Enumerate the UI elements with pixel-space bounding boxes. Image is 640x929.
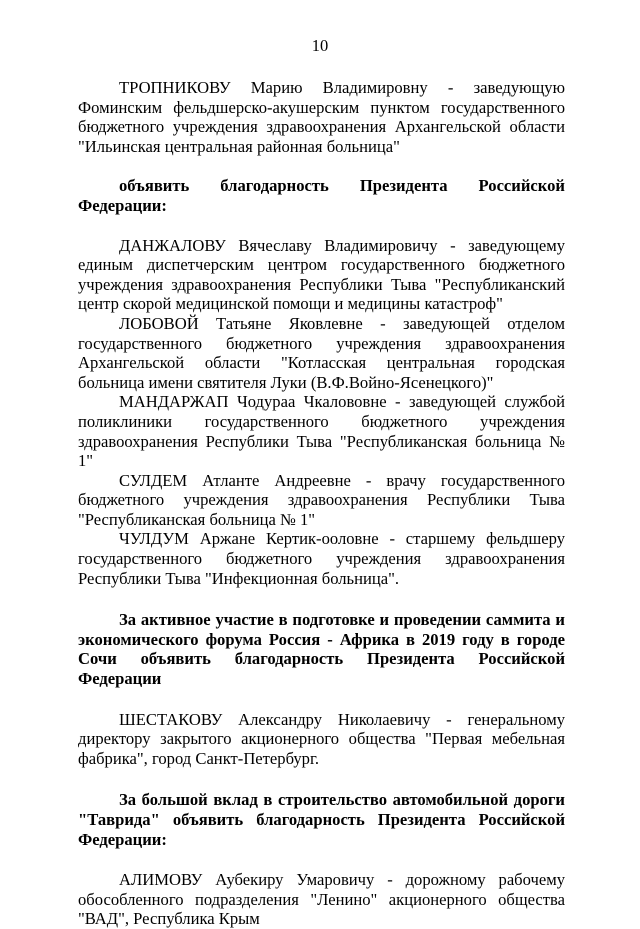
award-entry-mandarzhap: МАНДАРЖАП Чодураа Чкалововне - заведующей службой поликлиники государственного бюджетного учреждения здравоохранения Республики Тыва "Республиканская больница № 1" [78, 392, 565, 471]
award-entry-tropnikova: ТРОПНИКОВУ Марию Владимировну - заведующую Фоминским фельдшерско-акушерским пунктом государственного бюджетного учреждения здравоохранения Архангельской области "Ильинская центральная районная больница" [78, 78, 565, 156]
award-entry-alimov: АЛИМОВУ Аубекиру Умаровичу - дорожному рабочему обособленного подразделения "Ленино" акционерного общества "ВАД", Республика Крым [78, 870, 565, 929]
award-entry-chuldum: ЧУЛДУМ Аржане Кертик-ооловне - старшему фельдшеру государственного бюджетного учреждения здравоохранения Республики Тыва "Инфекционная больница". [78, 529, 565, 588]
award-entry-danzhalov: ДАНЖАЛОВУ Вячеславу Владимировичу - заведующему единым диспетчерским центром государственного бюджетного учреждения здравоохранения Республики Тыва "Республиканский центр скорой медицинской помощи и медицины катастроф" [78, 235, 565, 314]
section-heading-gratitude: объявить благодарность Президента Российской Федерации: [78, 176, 565, 215]
page-number: 10 [311, 36, 329, 55]
award-entry-lobova: ЛОБОВОЙ Татьяне Яковлевне - заведующей отделом государственного бюджетного учреждения здравоохранения Архангельской области "Котласская центральная городская больница имени святителя Луки (В.Ф.Войно-Ясенецкого)" [78, 313, 565, 392]
document-body [78, 78, 565, 929]
section-heading-tavrida: За большой вклад в строительство автомобильной дороги "Таврида" объявить благодарность Президента Российской Федерации: [78, 790, 565, 849]
section-heading-summit: За активное участие в подготовке и проведении саммита и экономического форума Россия - Африка в 2019 году в городе Сочи объявить благодарность Президента Российской Федерации [78, 610, 565, 689]
award-entry-shestakov: ШЕСТАКОВУ Александру Николаевичу - генеральному директору закрытого акционерного общества "Первая мебельная фабрика", город Санкт-Петербург. [78, 709, 565, 768]
award-entry-suldem: СУЛДЕМ Атланте Андреевне - врачу государственного бюджетного учреждения здравоохранения Республики Тыва "Республиканская больница № 1" [78, 470, 565, 529]
